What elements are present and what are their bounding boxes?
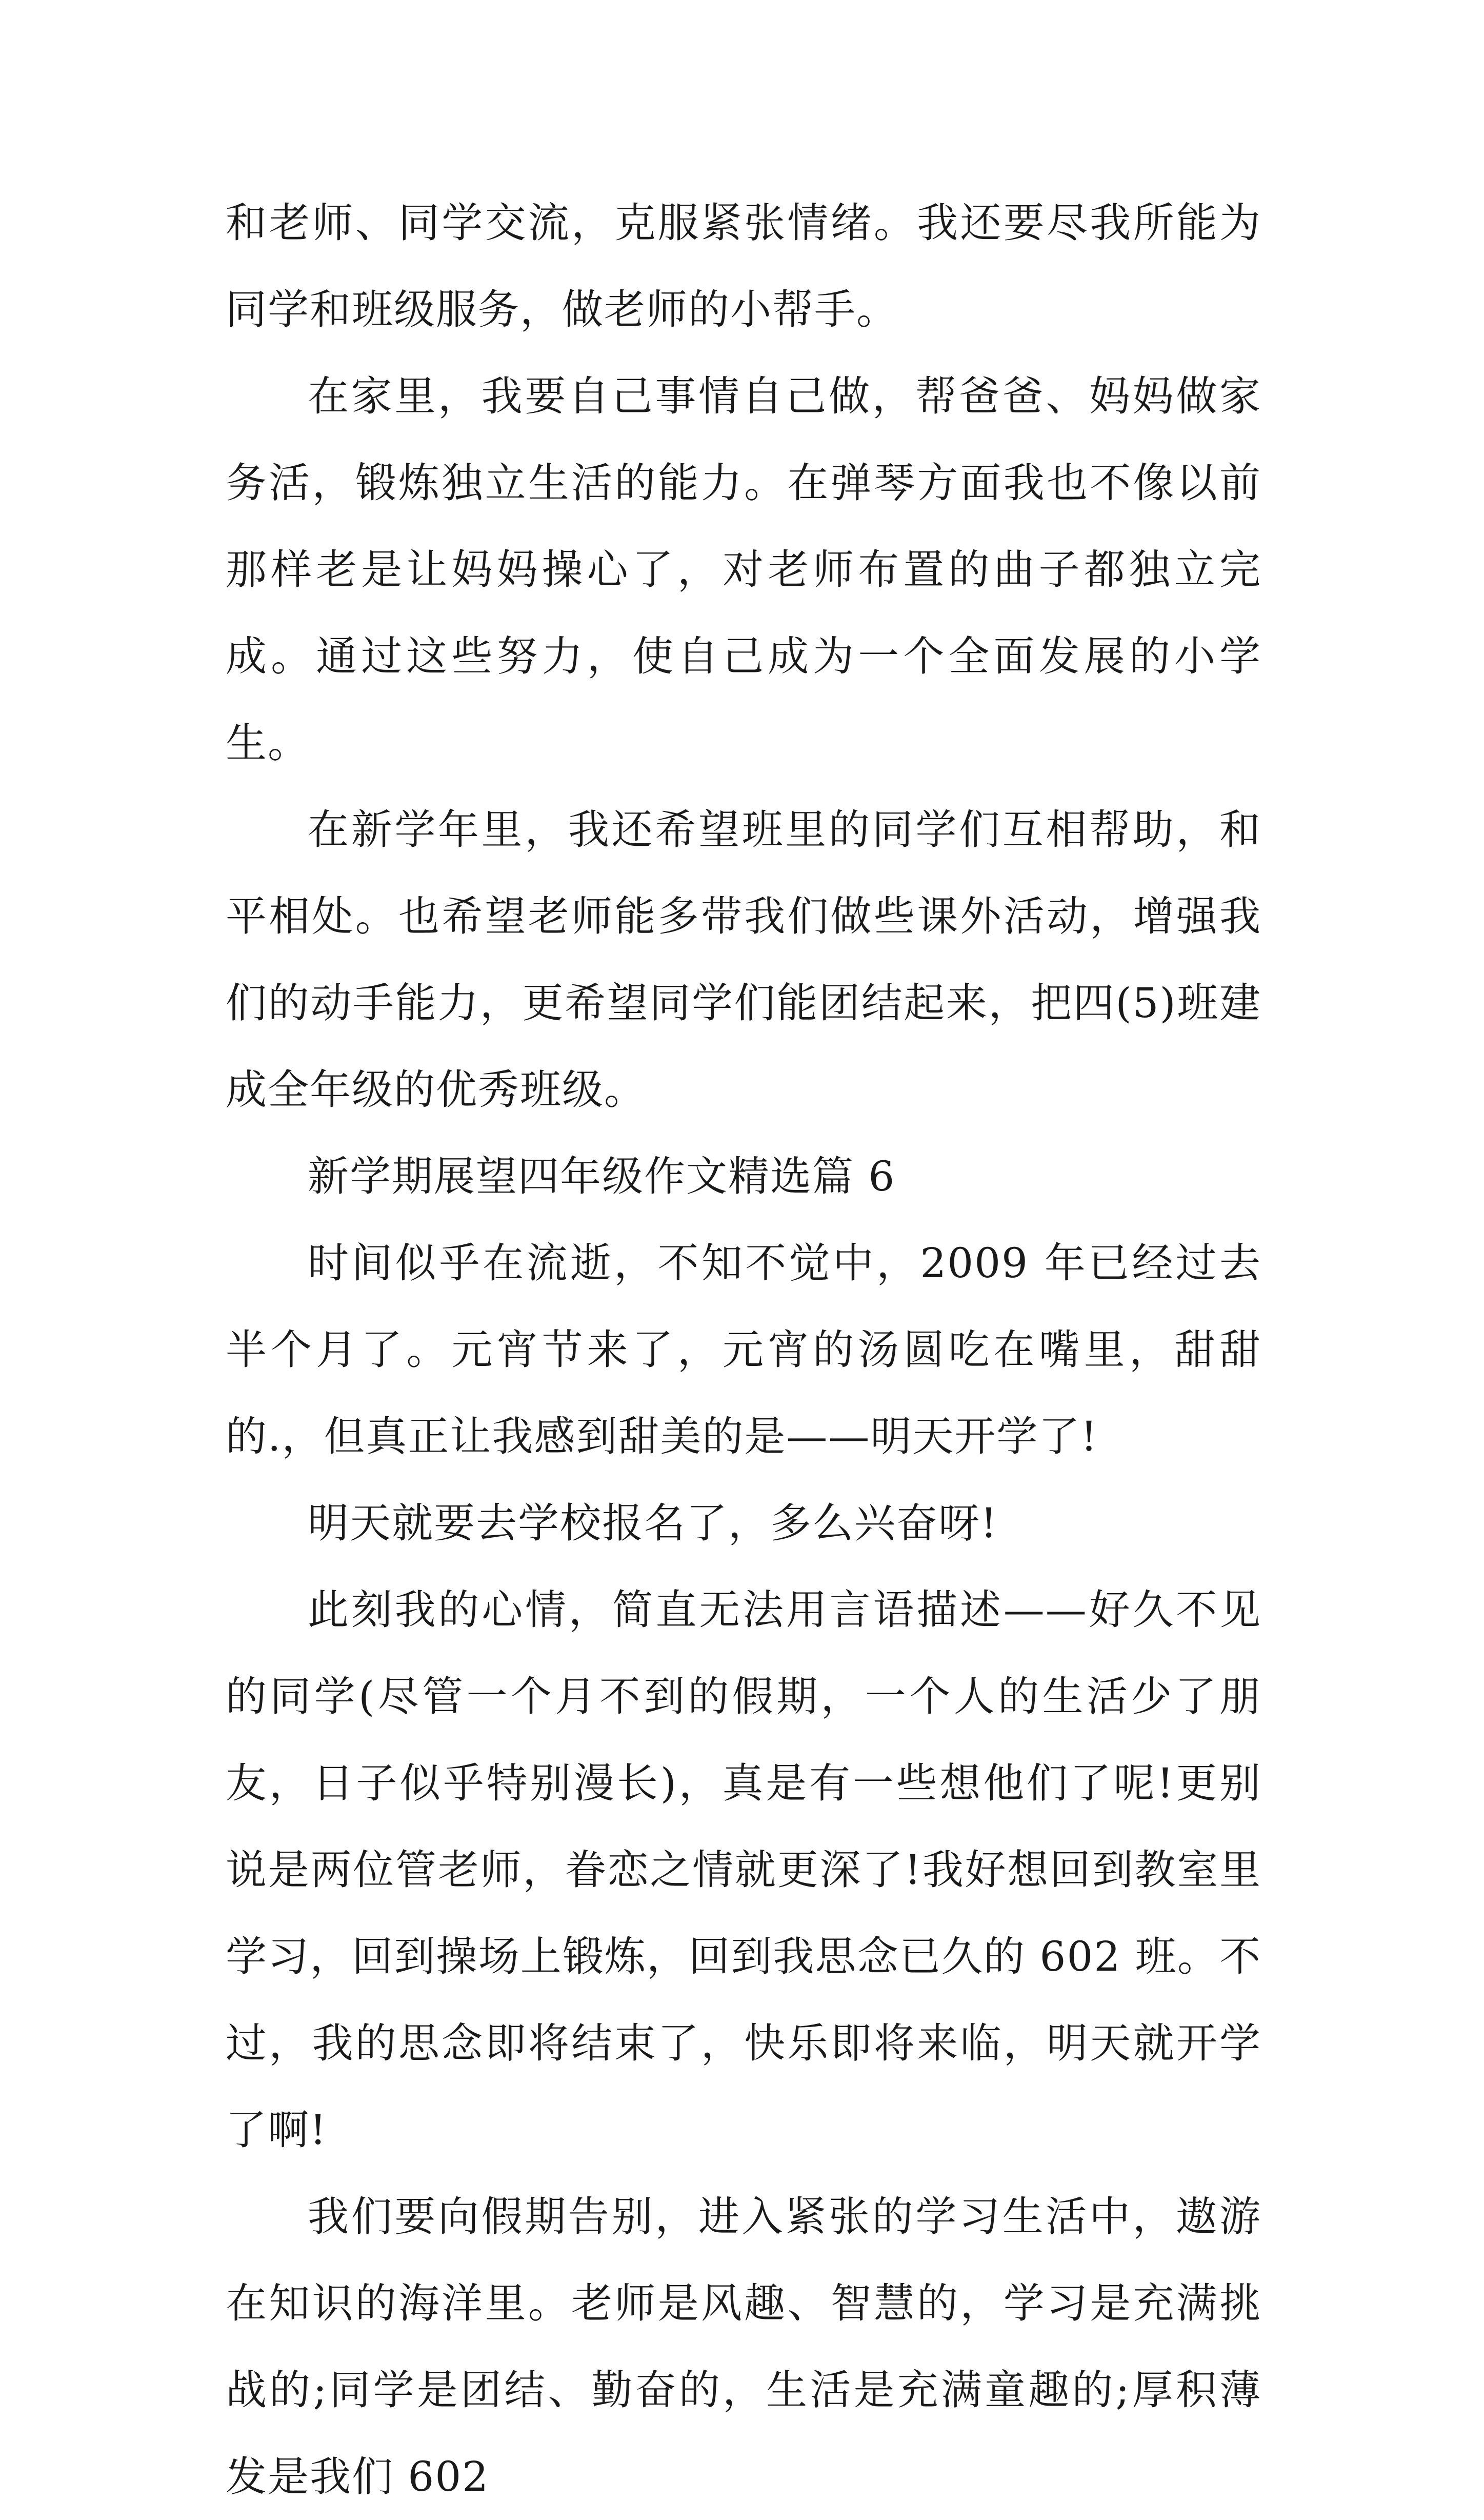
paragraph: 时间似乎在流逝，不知不觉中，2009 年已经过去半个月了。元宵节来了，元宵的汤圆吃在嘴里，甜甜的.，但真正让我感到甜美的是——明天开学了! xyxy=(226,1239,1261,1460)
paragraph: 我们要向假期告别，进入紧张的学习生活中，遨游在知识的海洋里。老师是风趣、智慧的，学习是充满挑战的;同学是团结、勤奋的，生活是充满童趣的;厚积薄发是我们 602 xyxy=(226,2193,1261,2501)
paragraph: 和老师、同学交流，克服紧张情绪。我还要尽我所能为同学和班级服务，做老师的小帮手。 xyxy=(226,199,1261,333)
paragraph: 在家里，我要自己事情自己做，帮爸爸、妈妈做家务活，锻炼独立生活的能力。在弹琴方面我也不像以前那样老是让妈妈操心了，对老师布置的曲子都独立完成。通过这些努力，使自己成为一个全面发展的小学生。 xyxy=(226,372,1261,767)
paragraph: 明天就要去学校报名了，多么兴奋呀! xyxy=(308,1499,998,1547)
section-heading: 新学期展望四年级作文精选篇 6 xyxy=(308,1153,896,1200)
paragraph: 在新学年里，我还希望班里的同学们互相帮助，和平相处。也希望老师能多带我们做些课外活动，增强我们的动手能力，更希望同学们能团结起来，把四(5)班建成全年级的优秀班级。 xyxy=(226,806,1261,1114)
paragraph: 此刻我的心情，简直无法用言语描述——好久不见的同学(尽管一个月不到的假期，一个人的生活少了朋友，日子似乎特别漫长)，真是有一些想他们了呢!更别说是两位管老师，眷恋之情就更深了!我好想回到教室里学习，回到操场上锻炼，回到我思念已久的 602 班。不过，我的思念即将结束了，快乐即将来临，明天就开学了啊! xyxy=(226,1586,1261,2154)
document-body xyxy=(226,180,1261,2520)
